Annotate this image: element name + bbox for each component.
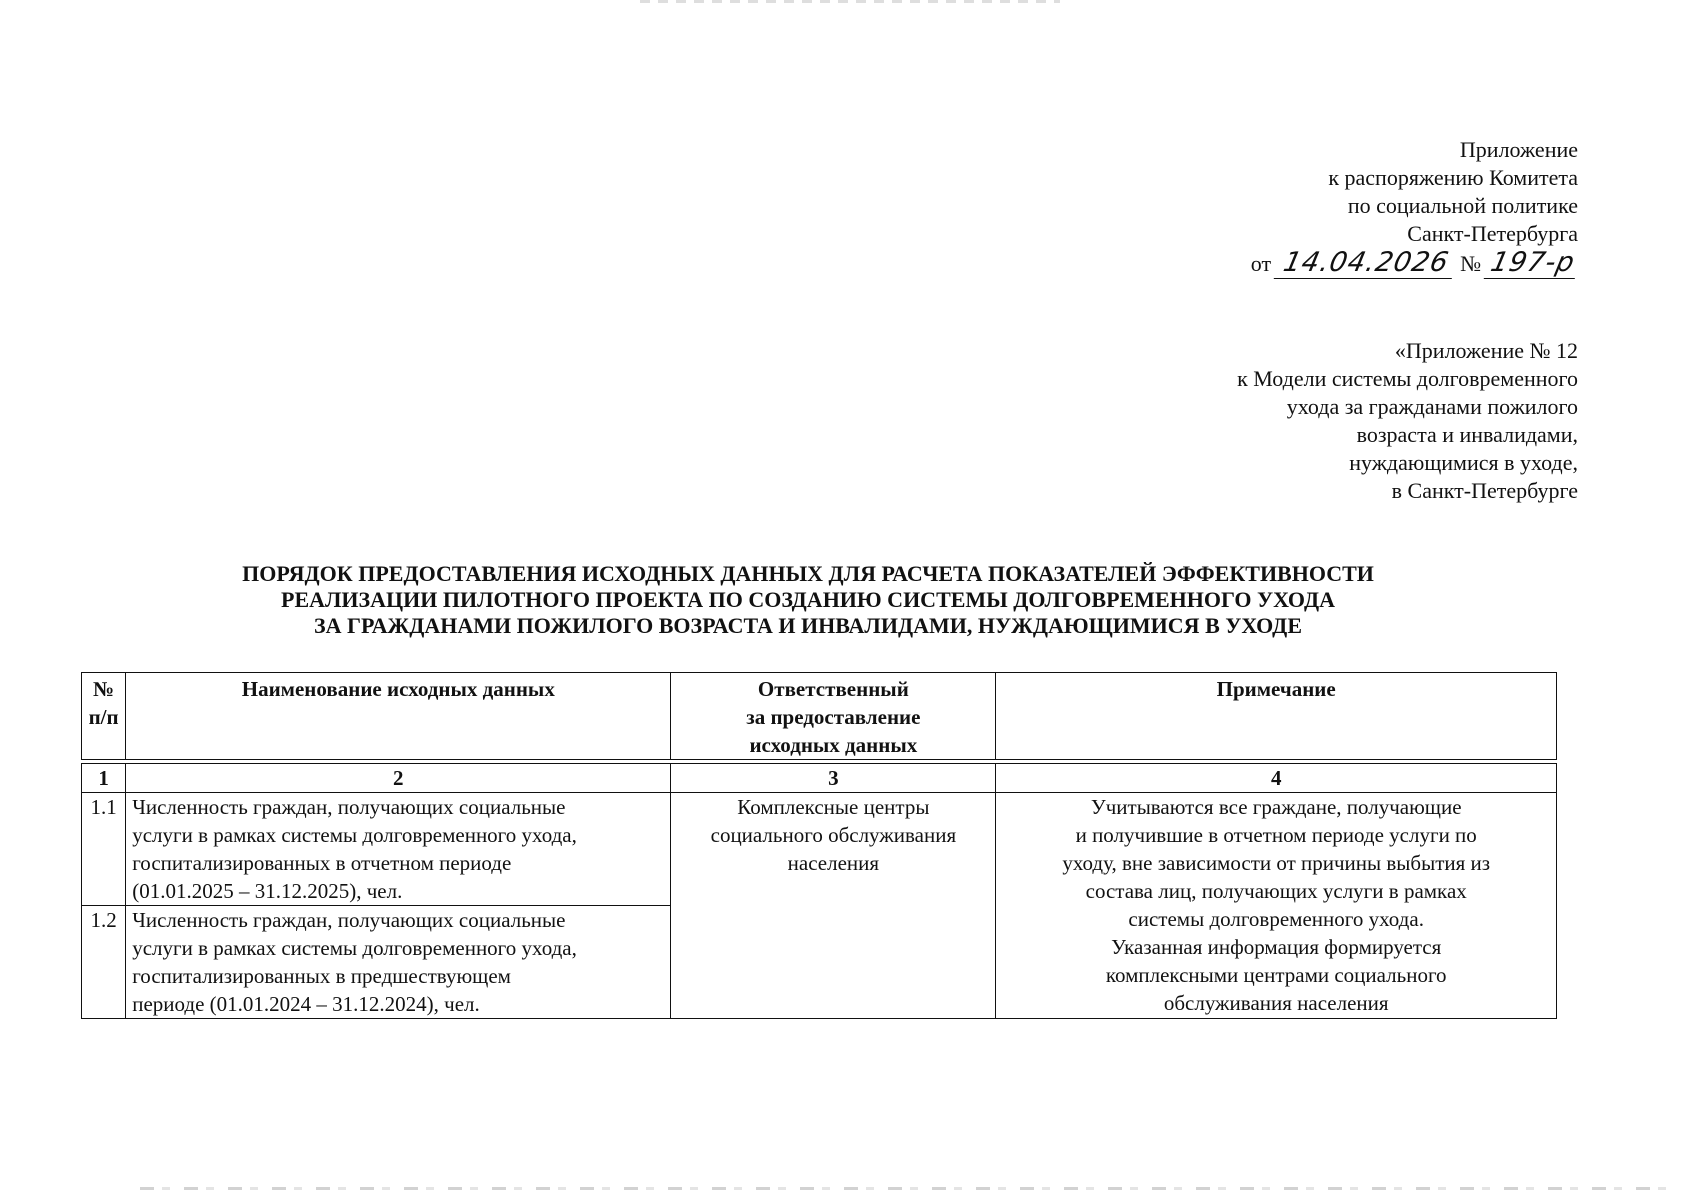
- handwritten-date: 14.04.2026: [1273, 248, 1458, 279]
- column-number-row: [82, 764, 1557, 793]
- row-name: [126, 793, 671, 906]
- header-resp-line-3: исходных данных: [749, 733, 918, 757]
- note-line: комплексными центрами социального: [1105, 963, 1447, 987]
- date-prefix: от: [1250, 251, 1272, 276]
- row-name-line: услуги в рамках системы долговременного ухода,: [132, 823, 577, 847]
- table-header-row: [82, 673, 1557, 760]
- document-title: [80, 561, 1536, 639]
- note-cell: [996, 793, 1557, 1019]
- row-name-line: (01.01.2025 – 31.12.2025), чел.: [132, 879, 403, 903]
- handwritten-number: 197-р: [1483, 248, 1581, 279]
- note-line: уходу, вне зависимости от причины выбытия из: [1062, 851, 1491, 875]
- table-row: [82, 793, 1557, 906]
- header-no-line-1: №: [93, 677, 115, 701]
- row-name-line: госпитализированных в предшествующем: [132, 964, 511, 988]
- approval-line-1: Приложение: [1459, 137, 1578, 162]
- header-responsible: [671, 673, 996, 760]
- annex-line-2: к Модели системы долговременного: [1237, 366, 1578, 391]
- responsible-cell: [671, 793, 996, 1019]
- title-line-3: ЗА ГРАЖДАНАМИ ПОЖИЛОГО ВОЗРАСТА И ИНВАЛИДАМИ, НУЖДАЮЩИМИСЯ В УХОДЕ: [313, 613, 1302, 638]
- row-number: 1.1: [82, 793, 126, 906]
- note-line: и получившие в отчетном периоде услуги по: [1075, 823, 1477, 847]
- header-resp-line-2: за предоставление: [746, 705, 921, 729]
- row-name-line: Численность граждан, получающих социальные: [132, 908, 566, 932]
- approval-block: [1251, 136, 1578, 279]
- note-line: обслуживания населения: [1163, 991, 1389, 1015]
- note-line: Указанная информация формируется: [1111, 935, 1442, 959]
- header-name: Наименование исходных данных: [126, 673, 671, 760]
- annex-line-4: возраста и инвалидами,: [1356, 422, 1578, 447]
- annex-line-3: ухода за гражданами пожилого: [1286, 394, 1578, 419]
- approval-line-3: по социальной политике: [1347, 193, 1578, 218]
- column-number-4: 4: [996, 764, 1557, 793]
- annex-line-1: «Приложение № 12: [1394, 338, 1578, 363]
- row-name-line: услуги в рамках системы долговременного ухода,: [132, 936, 577, 960]
- row-number: 1.2: [82, 906, 126, 1019]
- column-number-3: 3: [671, 764, 996, 793]
- data-table: [81, 672, 1557, 1019]
- scan-artifact-top: [640, 0, 1060, 3]
- note-line: состава лиц, получающих услуги в рамках: [1085, 879, 1467, 903]
- responsible-line: Комплексные центры: [737, 795, 930, 819]
- approval-date-line: [1251, 248, 1578, 279]
- column-number-1: 1: [82, 764, 126, 793]
- header-no: [82, 673, 126, 760]
- header-note: Примечание: [996, 673, 1557, 760]
- row-name: [126, 906, 671, 1019]
- annex-block: [1237, 337, 1578, 505]
- row-name-line: периоде (01.01.2024 – 31.12.2024), чел.: [132, 992, 480, 1016]
- column-number-2: 2: [126, 764, 671, 793]
- approval-line-4: Санкт-Петербурга: [1407, 221, 1578, 246]
- header-no-line-2: п/п: [88, 705, 119, 729]
- header-resp-line-1: Ответственный: [757, 677, 909, 701]
- number-prefix: №: [1460, 251, 1482, 276]
- note-line: системы долговременного ухода.: [1128, 907, 1424, 931]
- title-line-2: РЕАЛИЗАЦИИ ПИЛОТНОГО ПРОЕКТА ПО СОЗДАНИЮ СИСТЕМЫ ДОЛГОВРЕМЕННОГО УХОДА: [281, 587, 1335, 612]
- title-line-1: ПОРЯДОК ПРЕДОСТАВЛЕНИЯ ИСХОДНЫХ ДАННЫХ ДЛЯ РАСЧЕТА ПОКАЗАТЕЛЕЙ ЭФФЕКТИВНОСТИ: [242, 561, 1374, 586]
- approval-line-2: к распоряжению Комитета: [1328, 165, 1578, 190]
- annex-line-6: в Санкт-Петербурге: [1391, 478, 1578, 503]
- row-name-line: Численность граждан, получающих социальные: [132, 795, 566, 819]
- note-line: Учитываются все граждане, получающие: [1090, 795, 1462, 819]
- row-name-line: госпитализированных в отчетном периоде: [132, 851, 512, 875]
- scan-artifact-bottom: [140, 1187, 1680, 1190]
- responsible-line: населения: [787, 851, 880, 875]
- annex-line-5: нуждающимися в уходе,: [1349, 450, 1578, 475]
- responsible-line: социального обслуживания: [710, 823, 957, 847]
